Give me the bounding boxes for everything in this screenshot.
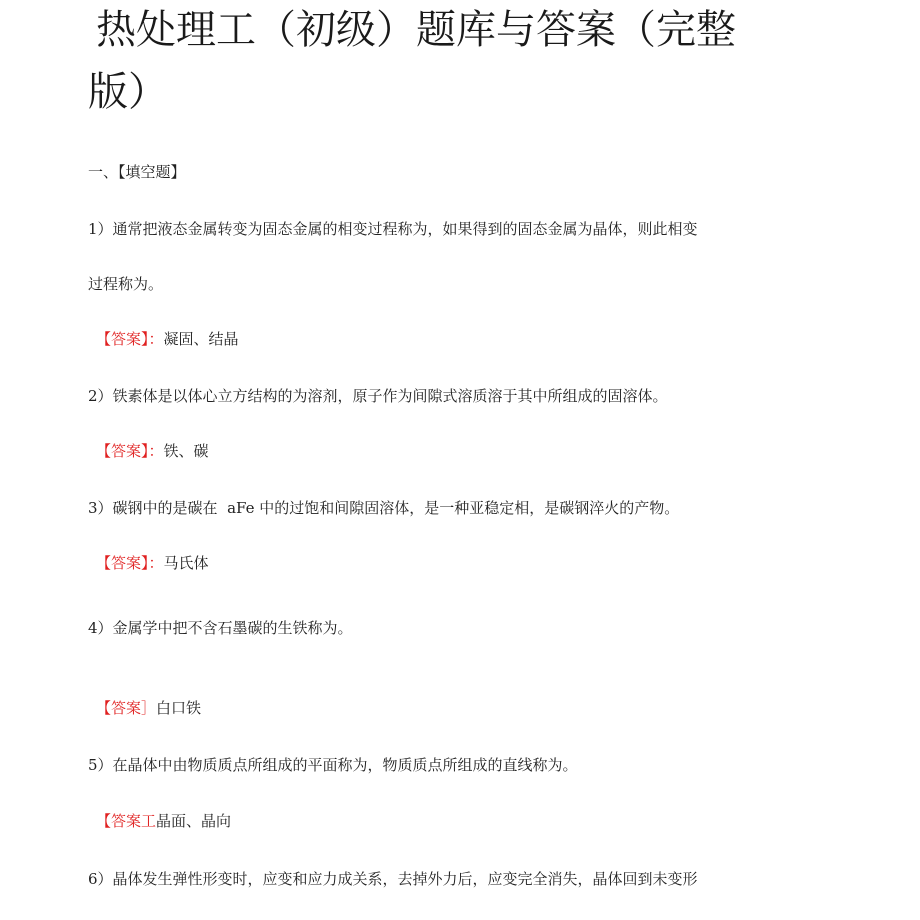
question-5 [88,755,578,775]
answer-separator: ： [148,330,164,348]
answer-label: 【答案】 [96,554,149,572]
answer-text: 马氏体 [163,554,209,572]
answer-2 [96,441,209,461]
question-text: 碳钢中的是碳在 aFe 中的过饱和间隙固溶体，是一种亚稳定相，是碳钢淬火的产物。 [112,499,680,517]
answer-4 [96,698,201,718]
answer-1 [96,329,239,349]
question-number: 5） [88,756,113,774]
answer-text: 白口铁 [156,699,202,717]
document-title [88,2,808,120]
question-number: 3） [88,499,113,517]
answer-text: 晶面、晶向 [156,812,232,830]
answer-text: 凝固、结晶 [163,330,239,348]
question-3 [88,498,679,518]
question-number: 4） [88,619,113,637]
question-text: 晶体发生弹性形变时，应变和应力成关系，去掉外力后，应变完全消失，晶体回到未变形 [112,870,698,888]
document-title-line-2: 版） [88,69,168,115]
question-2 [88,386,668,406]
question-6 [88,869,698,889]
question-text: 金属学中把不含石墨碳的生铁称为。 [112,619,353,637]
answer-label: 【答案】 [96,330,149,348]
document-title-line-1: 热处理工（初级）题库与答案（完整 [96,7,736,53]
question-text: 在晶体中由物质质点所组成的平面称为，物质质点所组成的直线称为。 [112,756,578,774]
question-1 [88,219,698,239]
question-4 [88,618,353,638]
section-heading: 一、【填空题】 [88,163,186,181]
answer-text: 铁、碳 [163,442,209,460]
answer-label: 【答案】 [96,442,149,460]
question-text: 铁素体是以体心立方结构的为溶剂，原子作为间隙式溶质溶于其中所组成的固溶体。 [112,387,668,405]
answer-separator: ： [148,554,164,572]
answer-3 [96,553,209,573]
question-1-continued: 过程称为。 [88,275,164,293]
question-number: 6） [88,870,113,888]
question-text: 通常把液态金属转变为固态金属的相变过程称为，如果得到的固态金属为晶体，则此相变 [112,220,698,238]
question-number: 2） [88,387,113,405]
answer-label: 【答案］ [96,699,157,717]
answer-label: 【答案工 [96,812,157,830]
answer-separator: ： [148,442,164,460]
question-number: 1） [88,220,113,238]
answer-5 [96,811,231,831]
